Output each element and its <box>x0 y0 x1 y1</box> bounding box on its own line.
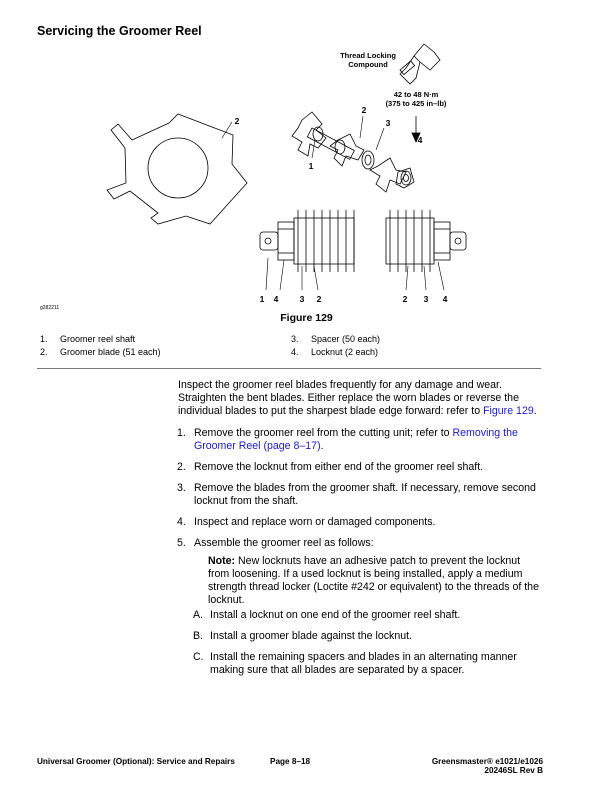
groomer-reel-figure <box>0 0 613 310</box>
assembled-view-right <box>386 210 466 290</box>
substep-a: A. Install a locknut on one end of the groomer reel shaft. <box>193 609 461 621</box>
callout-bottom-4a: 4 <box>273 294 279 304</box>
callout-3: 3 <box>385 118 391 128</box>
callout-bottom-2b: 2 <box>402 294 408 304</box>
thread-locking-bottle <box>414 44 440 70</box>
page-title: Servicing the Groomer Reel <box>37 24 202 38</box>
figure-caption: Figure 129 <box>280 312 333 324</box>
callout-bottom-4b: 4 <box>442 294 448 304</box>
substep-b: B. Install a groomer blade against the locknut. <box>193 630 412 642</box>
callout-compound: Compound <box>348 60 388 69</box>
callout-4: 4 <box>417 135 423 145</box>
blade-center-hole <box>148 138 208 198</box>
figure-image-id: g282211 <box>40 305 60 310</box>
step-1: 1. Remove the groomer reel from the cutting unit; refer to Removing the Groomer Reel (page 8–17). <box>177 427 518 452</box>
step-2: 2. Remove the locknut from either end of the groomer reel shaft. <box>177 461 484 473</box>
removing-groomer-reel-link[interactable]: Removing the Groomer Reel (page 8–17) <box>194 427 518 452</box>
callout-bottom-1: 1 <box>259 294 265 304</box>
groomer-blade-drawing <box>107 114 247 224</box>
callout-thread-locking: Thread Locking <box>340 51 396 60</box>
procedure-steps <box>178 427 544 677</box>
intro-paragraph: Inspect the groomer reel blades frequently for any damage and wear. Straighten the bent blades. Either replace the worn blades or reverse the individual blades to put the sharpest blade edge forward: refer to Figure 129. <box>178 379 537 417</box>
callout-1: 1 <box>308 161 314 171</box>
procedure-body <box>178 379 544 685</box>
figure-link[interactable]: Figure 129 <box>483 405 534 417</box>
callout-2-blade: 2 <box>234 116 240 126</box>
substeps <box>194 609 544 677</box>
legend-item-4: 4. Locknut (2 each) <box>291 347 379 357</box>
callout-2: 2 <box>361 105 367 115</box>
callout-torque-imperial: (375 to 425 in–lb) <box>385 99 447 108</box>
step-5: 5. Assemble the groomer reel as follows: Note: New locknuts have an adhesive patch to prevent the locknut from loosening. If a used locknut is being installed, apply a medium strength thread locker (Loctite #242 or equivalent) to the threads of the locknut. A. Install a locknut on one end of the groomer reel shaft. B. Install a groomer blade against the locknut. C. Install the remaining spacers and blades in an alternating manner making sure that all blades are separated by a spacer. <box>178 537 544 677</box>
footer-page-number: Page 8–18 <box>270 757 311 766</box>
section-divider <box>37 368 541 369</box>
legend-item-2: 2. Groomer blade (51 each) <box>40 347 161 357</box>
callout-bottom-3b: 3 <box>423 294 429 304</box>
legend-item-3: 3. Spacer (50 each) <box>291 334 381 344</box>
callout-torque: 42 to 48 N·m <box>393 90 439 99</box>
step-3: 3. Remove the blades from the groomer shaft. If necessary, remove second locknut from the shaft. <box>177 482 536 507</box>
substep-c: C. Install the remaining spacers and blades in an alternating manner making sure that all blades are separated by a spacer. <box>193 651 517 676</box>
legend-item-1: 1. Groomer reel shaft <box>40 334 136 344</box>
callout-bottom-2a: 2 <box>316 294 322 304</box>
footer-product: Greensmaster® e1021/e1026 20246SL Rev B <box>431 757 543 775</box>
step-4: 4. Inspect and replace worn or damaged components. <box>177 516 436 528</box>
note: Note: New locknuts have an adhesive patch to prevent the locknut from loosening. If a used locknut is being installed, apply a medium strength thread locker (Loctite #242 or equivalent) to the threads of the locknut. <box>208 555 539 606</box>
footer-section-title: Universal Groomer (Optional): Service and Repairs <box>37 757 235 766</box>
callout-bottom-3a: 3 <box>299 294 305 304</box>
assembled-view-left <box>260 210 354 290</box>
